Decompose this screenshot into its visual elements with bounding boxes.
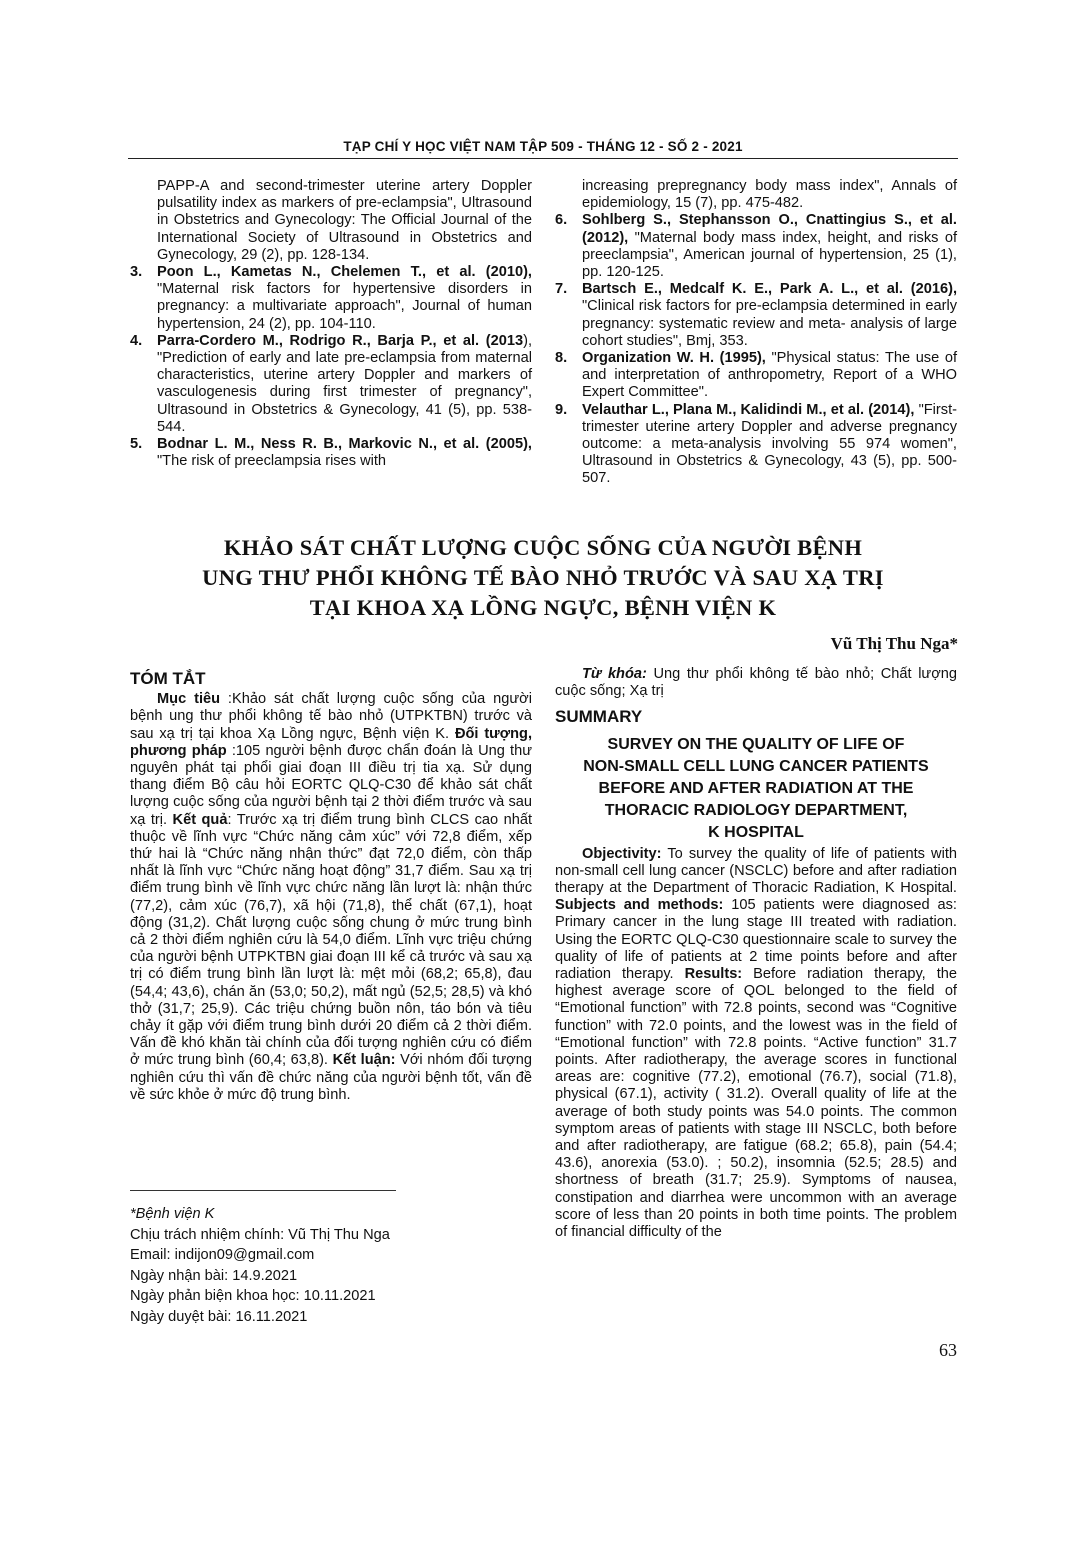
reference-authors: Organization W. H. (1995), bbox=[582, 350, 766, 367]
reference-text: "Maternal body mass index, height, and risks of preeclampsia", American journal of hypertension, 25 (1), pp. 120-125. bbox=[582, 229, 957, 281]
keywords-text: Ung thư phổi không tế bào nhỏ; Chất lượng cuộc sống; Xạ trị bbox=[555, 666, 958, 700]
reference-item bbox=[130, 333, 532, 436]
reference-item bbox=[130, 264, 532, 333]
page-number: 63 bbox=[939, 1340, 957, 1360]
footnote-rule bbox=[130, 1190, 396, 1191]
footnote-reviewed: Ngày phản biện khoa học: 10.11.2021 bbox=[130, 1288, 376, 1305]
objective-text: :Khảo sát chất lượng cuộc sống của người bệnh ung thư phổi không tế bào nhỏ (UTPKTBN) trước và sau xạ trị tại khoa Xạ Lồng ngực, Bệnh viện K. bbox=[130, 691, 532, 742]
reference-authors: Sohlberg S., Stephansson O., Cnattingius S., et al. (2012), bbox=[582, 212, 957, 246]
references-left-column bbox=[130, 178, 532, 470]
abstract-body bbox=[130, 691, 532, 1104]
article-title-line: KHẢO SÁT CHẤT LƯỢNG CUỘC SỐNG CỦA NGƯỜI BỆNH bbox=[223, 535, 863, 560]
reference-continuation: increasing prepregnancy body mass index", Annals of epidemiology, 15 (7), pp. 475-482. bbox=[582, 178, 957, 212]
reference-text: "Physical status: The use of and interpretation of anthropometry, Report of a WHO Expert Committee". bbox=[582, 350, 957, 401]
reference-number: 7. bbox=[555, 281, 568, 298]
reference-authors: Bartsch E., Medcalf K. E., Park A. L., et al. (2016), bbox=[582, 281, 957, 298]
running-header: TẠP CHÍ Y HỌC VIỆT NAM TẬP 509 - THÁNG 12 - SỐ 2 - 2021 bbox=[343, 139, 743, 154]
objectivity-text: To survey the quality of life of patients with non-small cell lung cancer (NSCLC) before and after radiation therapy at the Department of Thoracic Radiation, K Hospital. bbox=[555, 845, 957, 897]
methods-label: Đối tượng, phương pháp bbox=[130, 725, 533, 759]
reference-authors: Poon L., Kametas N., Chelemen T., et al. (2010), bbox=[157, 264, 532, 281]
reference-number: 5. bbox=[130, 436, 143, 453]
results-label: Kết quả bbox=[172, 811, 228, 828]
reference-text: "First-trimester uterine artery Doppler and adverse pregnancy outcome: a meta-analysis involving 55 974 women", Ultrasound in Obstetrics & Gynecology, 43 (5), pp. 500-507. bbox=[582, 401, 957, 487]
subjects-text: 105 patients were diagnosed as: Primary cancer in the lung stage III treated with radiation. Using the EORTC QLQ-C30 questionnaire scale to survey the quality of life of patients at 2 time points before and after radiation therapy. bbox=[555, 897, 957, 983]
reference-number: 3. bbox=[130, 264, 143, 281]
summary-title-line: SURVEY ON THE QUALITY OF LIFE OF bbox=[607, 735, 905, 753]
summary-title-line: NON-SMALL CELL LUNG CANCER PATIENTS bbox=[583, 757, 929, 775]
article-title-line: UNG THƯ PHỔI KHÔNG TẾ BÀO NHỎ TRƯỚC VÀ SAU XẠ TRỊ bbox=[202, 565, 884, 590]
reference-item bbox=[555, 212, 957, 281]
references-right-column bbox=[555, 178, 957, 488]
summary-title-line: THORACIC RADIOLOGY DEPARTMENT, bbox=[604, 801, 908, 819]
reference-number: 4. bbox=[130, 332, 143, 349]
reference-item bbox=[555, 281, 957, 350]
abstract-heading: TÓM TẮT bbox=[130, 669, 206, 688]
reference-text: ), "Prediction of early and late pre-eclampsia from maternal characteristics, uterine artery Doppler and markers of vasculogenesis during first trimester of pregnancy", Ultrasound in Obstetrics & Gynecology, 41 (5), pp. 538-544. bbox=[157, 332, 532, 435]
conclusion-text: Với nhóm đối tượng nghiên cứu thì vấn đề chức năng của người bệnh tốt, vấn đề về sức khỏe ở mức độ trung bình. bbox=[130, 1052, 532, 1103]
keywords bbox=[555, 666, 957, 700]
article-title-line: TẠI KHOA XẠ LỒNG NGỰC, BỆNH VIỆN K bbox=[309, 595, 777, 620]
summary-title bbox=[555, 734, 957, 844]
footnote-affiliation: *Bệnh viện K bbox=[130, 1206, 215, 1222]
results-text-en: Before radiation therapy, the highest average score of QOL belonged to the field of “Emotional function” with 72.8 points, second was “Cognitive function” with 72.0 points, and the lowest was in the field of “Emotional function” with 72.8 points. “Active function” 31.7 points. After radiotherapy, the average scores in functional areas are: cognitive (77.2), emotional (76.7), social (71.8), physical (67.1), activity ( 31.2). Overall quality of life at the average of both study points was 54.0 points. The common symptom areas of patients with stage III NSCLC, both before and after radiotherapy, are fatigue (68.2; 65.8), pain (54.4; 43.6), anorexia (53.0). ; 50.2), insomnia (52.5; 28.5) and shortness of breath (31.7; 25.9). Symptoms of nausea, constipation and diarrhea were uncommon with an average score of less than 20 points in both time points. The problem of financial difficulty of the bbox=[555, 966, 957, 1241]
footnote-email: Email: indijon09@gmail.com bbox=[130, 1247, 315, 1264]
objective-label: Mục tiêu bbox=[157, 691, 221, 708]
keywords-label: Từ khóa: bbox=[582, 666, 647, 682]
footnote-accepted: Ngày duyệt bài: 16.11.2021 bbox=[130, 1308, 308, 1325]
reference-number: 8. bbox=[555, 350, 568, 367]
reference-item bbox=[130, 436, 532, 470]
summary-body bbox=[555, 846, 957, 1242]
methods-text: :105 người bệnh được chẩn đoán là Ung thư nguyên phát tại phổi giai đoạn III điều trị tia xạ. Sử dụng thang điểm Bộ câu hỏi EORTC QLQ-C30 để khảo sát chất lượng cuộc sống của người bệnh tại 2 thời điểm trước và sau xạ trị. bbox=[130, 742, 532, 828]
summary-title-line: BEFORE AND AFTER RADIATION AT THE bbox=[598, 779, 914, 797]
abstract-vietnamese bbox=[130, 670, 532, 1104]
summary-title-line: K HOSPITAL bbox=[708, 823, 804, 841]
article-title bbox=[130, 533, 956, 623]
reference-item bbox=[555, 350, 957, 402]
footnote-responsible: Chịu trách nhiệm chính: Vũ Thị Thu Nga bbox=[130, 1226, 390, 1243]
reference-text: "Clinical risk factors for pre-eclampsia determined in early pregnancy: systematic review and meta- analysis of large cohort studies", Bmj, 353. bbox=[582, 298, 957, 349]
reference-authors: Parra-Cordero M., Rodrigo R., Barja P., et al. (2013 bbox=[157, 332, 524, 349]
header-rule bbox=[128, 158, 958, 159]
results-label-en: Results: bbox=[684, 966, 743, 983]
reference-continuation: PAPP-A and second-trimester uterine artery Doppler pulsatility index as markers of pre-eclampsia", Ultrasound in Obstetrics and Gynecology: The Official Journal of the International Society of Ultrasound in Obstetrics and Gynecology, 29 (2), pp. 128-134. bbox=[157, 178, 532, 263]
footnote-received: Ngày nhận bài: 14.9.2021 bbox=[130, 1267, 298, 1284]
footnotes bbox=[130, 1204, 532, 1328]
author-name: Vũ Thị Thu Nga* bbox=[830, 634, 958, 653]
reference-number: 6. bbox=[555, 212, 568, 229]
reference-authors: Bodnar L. M., Ness R. B., Markovic N., et al. (2005), bbox=[157, 436, 532, 453]
conclusion-label: Kết luận: bbox=[332, 1052, 396, 1069]
reference-number: 9. bbox=[555, 401, 568, 418]
reference-authors: Velauthar L., Plana M., Kalidindi M., et al. (2014), bbox=[582, 401, 915, 418]
summary-heading: SUMMARY bbox=[555, 707, 643, 727]
objectivity-label: Objectivity: bbox=[582, 845, 662, 862]
reference-text: "Maternal risk factors for hypertensive disorders in pregnancy: a multivariate approach", Journal of human hypertension, 24 (2), pp. 104-110. bbox=[157, 281, 532, 332]
reference-item bbox=[555, 402, 957, 488]
reference-text: "The risk of preeclampsia rises with bbox=[157, 453, 387, 470]
abstract-english-column bbox=[555, 666, 957, 1241]
results-text: : Trước xạ trị điểm trung bình CLCS cao nhất thuộc về lĩnh vực “Chức năng cảm xúc” với 72,8 điểm, xếp thứ hai là “Chức năng nhận thức” đạt 72,0 điểm, còn thấp nhất là lĩnh vực “Chức năng hoạt động” 31,7 điểm. Sau xạ trị điểm trung bình về lĩnh vực chức năng lần lượt là: nhận thức (77,2), cảm xúc (76,7), xã hội (71,8), thể chất (67,1), hoạt động (31,2). Chất lượng cuộc sống chung ở mức trung bình cả 2 thời điểm nghiên cứu là 54,0 điểm. Lĩnh vực triệu chứng của người bệnh UTPKTBN giai đoạn III kể cả trước và sau xạ trị có điểm trung bình lần lượt là: mệt mỏi (68,2; 65,8), đau (54,4; 43,6), chán ăn (53,0; 50,2), mất ngủ (52,5; 28,5) và khó thở (31,7; 25,9). Các triệu chứng buồn nôn, táo bón và tiêu chảy ít gặp với điểm trung bình dưới 20 điểm cả 2 thời điểm. Vấn đề khó khăn tài chính của đối tượng nghiên cứu có điểm ở mức trung bình (60,4; 63,8). bbox=[130, 811, 532, 1069]
subjects-label: Subjects and methods: bbox=[555, 897, 724, 914]
